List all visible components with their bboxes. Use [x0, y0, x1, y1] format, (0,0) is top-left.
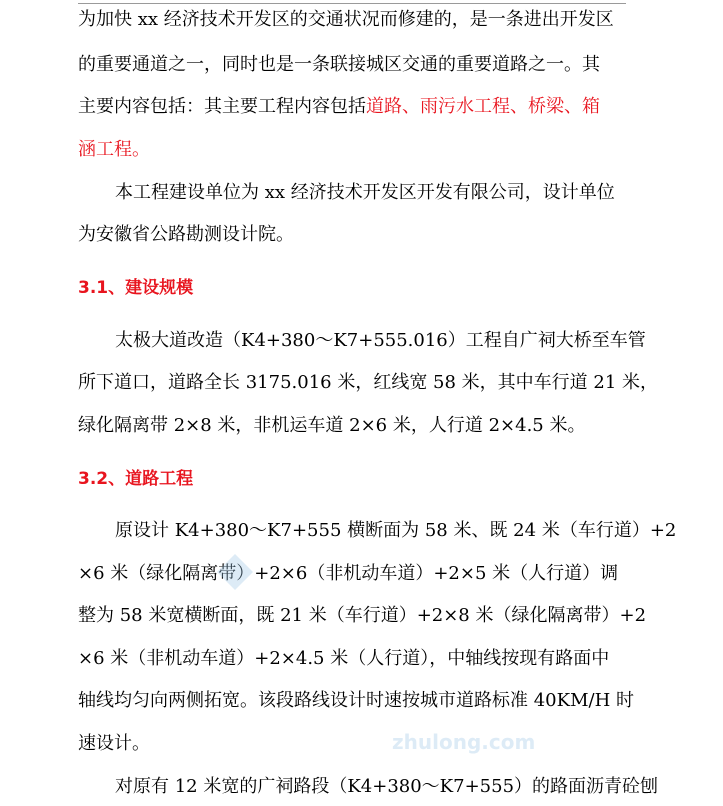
section-heading-3-2: 3.2、道路工程 [78, 469, 194, 489]
paragraph2-line2: 为安徽省公路勘测设计院。 [78, 224, 294, 245]
top-rule [78, 3, 626, 4]
section32-line2: ×6 米（绿化隔离带）+2×6（非机动车道）+2×5 米（人行道）调 [78, 563, 619, 584]
highlighted-scope-text: 道路、雨污水工程、桥梁、箱 [366, 96, 600, 117]
section31-line3: 绿化隔离带 2×8 米，非机运车道 2×6 米，人行道 2×4.5 米。 [78, 415, 586, 436]
paragraph1-line2: 的重要通道之一，同时也是一条联接城区交通的重要道路之一。其 [78, 54, 600, 75]
section32-line4: ×6 米（非机动车道）+2×4.5 米（人行道），中轴线按现有路面中 [78, 648, 610, 669]
paragraph1-line1: 为加快 xx 经济技术开发区的交通状况而修建的，是一条进出开发区 [78, 9, 614, 30]
section32-line3: 整为 58 米宽横断面，既 21 米（车行道）+2×8 米（绿化隔离带）+2 [78, 605, 647, 626]
paragraph1-line3 [78, 95, 600, 119]
section31-line1: 太极大道改造（K4+380～K7+555.016）工程自广祠大桥至车管 [115, 330, 646, 351]
section32-line6: 速设计。 [78, 733, 150, 754]
section32-line1: 原设计 K4+380～K7+555 横断面为 58 米、既 24 米（车行道）+2 [115, 520, 677, 541]
section32-line5: 轴线均匀向两侧拓宽。该段路线设计时速按城市道路标准 40KM/H 时 [78, 690, 634, 711]
paragraph1-line3-prefix: 主要内容包括：其主要工程内容包括 [78, 96, 366, 117]
section31-line2: 所下道口，道路全长 3175.016 米，红线宽 58 米，其中车行道 21 米， [78, 372, 659, 393]
section-heading-3-1: 3.1、建设规模 [78, 278, 194, 298]
watermark-text: zhulong.com [392, 730, 536, 754]
paragraph1-line4-highlight: 涵工程。 [78, 139, 150, 160]
last-paragraph-line1: 对原有 12 米宽的广祠路段（K4+380～K7+555）的路面沥青砼刨 [115, 776, 659, 797]
paragraph2-line1: 本工程建设单位为 xx 经济技术开发区开发有限公司，设计单位 [115, 182, 615, 203]
